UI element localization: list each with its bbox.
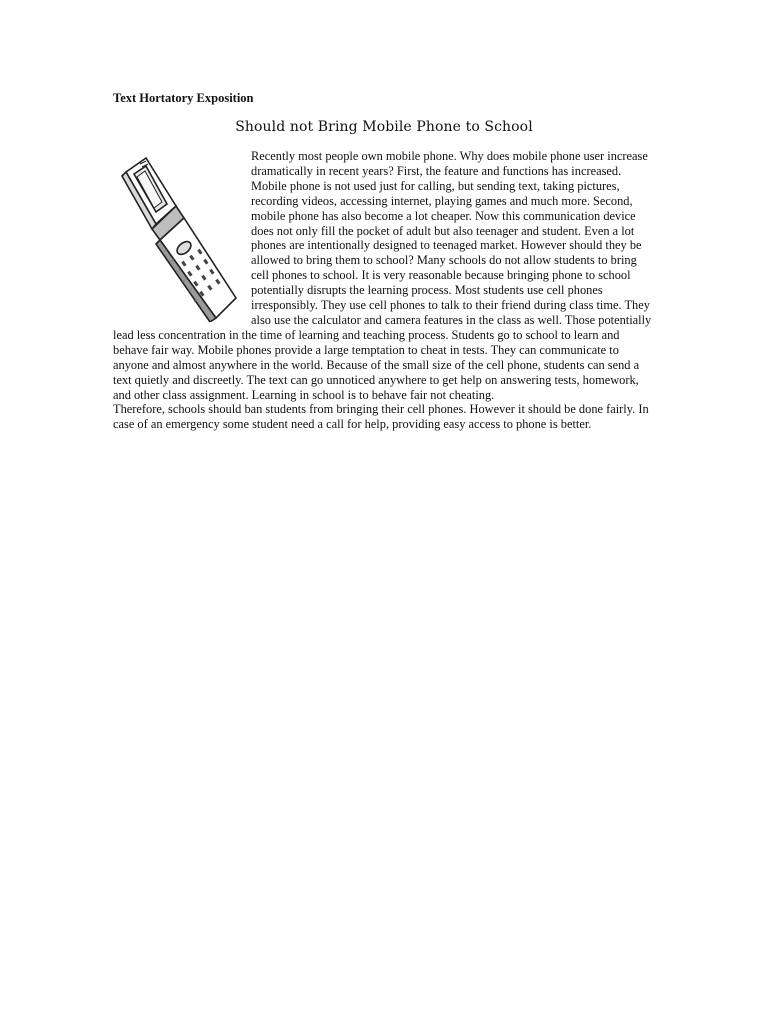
paragraph: Recently most people own mobile phone. Why does mobile phone user increase dramatically in recent years? First, the feature and functions has increased. Mobile phone is not used just for calling, but sending text, taking pictures, recording videos, accessing internet, playing games and much more. Second, mobile phone has also become a lot cheaper. Now this communication device does not only fill the pocket of adult but also teenager and student. Even a lot phones are intentionally designed to teenaged market. However should they be allowed to bring them to school? Many schools do not allow students to bring cell phones to school. It is very reasonable because bringing phone to school potentially disrupts the learning process. Most students use cell phones irresponsibly. They use cell phones to talk to their friend during class time. They also use the calculator and camera features in the class as well. Those potentially lead less concentration in the time of learning and teaching process. Students go to school to learn and behave fair way. Mobile phones provide a large temptation to cheat in tests. They can communicate to anyone and almost anywhere in the world. Because of the small size of the cell phone, students can send a text quietly and discreetly. The text can go unnoticed anywhere to get help on answering tests, homework, and other class assignment. Learning in school is to behave fair not cheating. (113, 149, 652, 402)
document-title-text: Should not Bring Mobile Phone to School (235, 119, 533, 135)
document-heading: Text Hortatory Exposition (113, 91, 254, 105)
document-title (0, 119, 768, 135)
paragraph: Therefore, schools should ban students from bringing their cell phones. However it should be done fairly. In case of an emergency some student need a call for help, providing easy access to phone is better. (113, 402, 649, 432)
image-wrap-spacer (113, 149, 251, 323)
document-body (113, 149, 655, 432)
